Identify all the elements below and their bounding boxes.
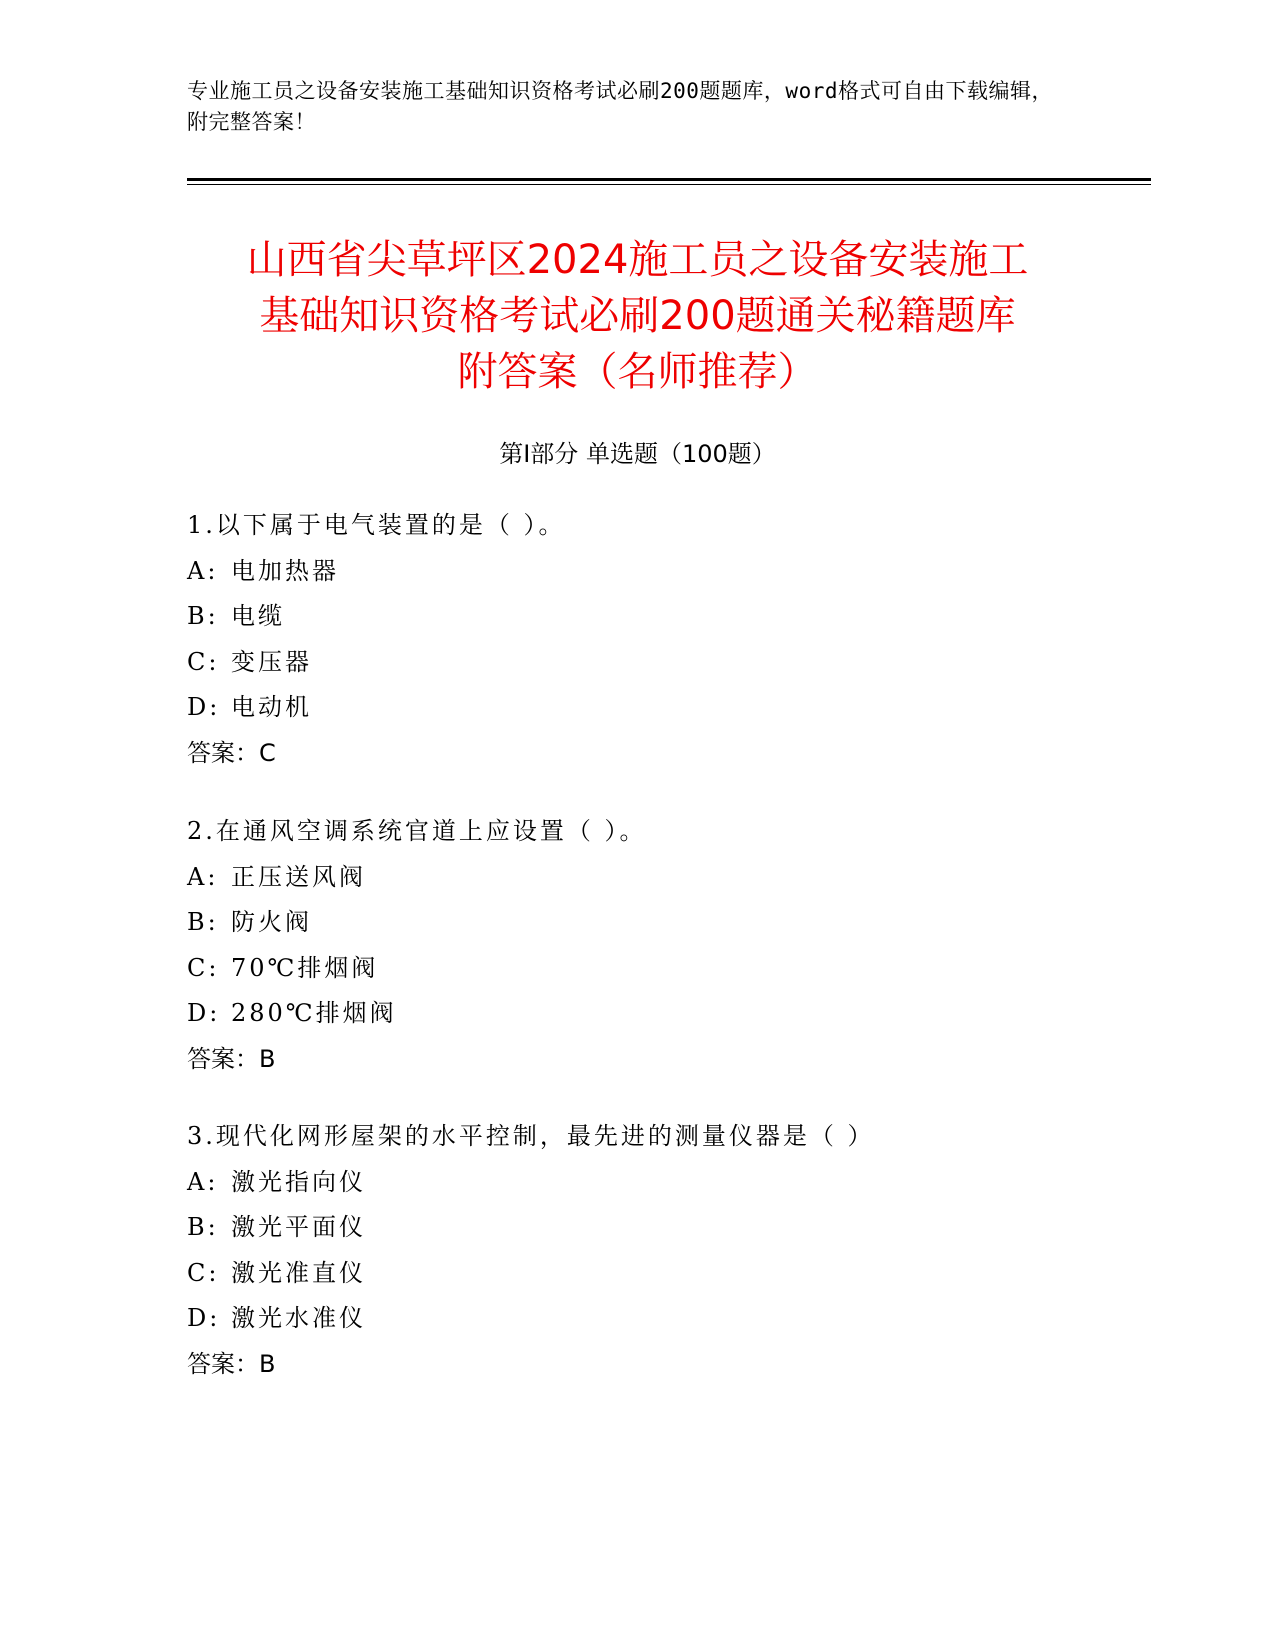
option-text: 激光水准仪 (231, 1304, 366, 1332)
answer-text: 答案：B (187, 1349, 276, 1378)
option-d (187, 991, 1117, 1037)
document-title (170, 232, 1105, 400)
title-line: 山西省尖草坪区2024施工员之设备安装施工 (246, 237, 1029, 283)
option-text: 电缆 (231, 602, 285, 630)
option-letter: D: (187, 999, 221, 1027)
option-letter: B: (187, 908, 219, 936)
header-note: 专业施工员之设备安装施工基础知识资格考试必刷200题题库，word格式可自由下载编辑，附完整答案！ (187, 79, 1053, 134)
question-1 (187, 503, 1117, 776)
section-heading: 第Ⅰ部分 单选题（100题） (499, 440, 776, 468)
option-text: 激光指向仪 (231, 1167, 366, 1196)
option-text: 激光准直仪 (231, 1258, 366, 1287)
option-text: 电动机 (231, 693, 312, 721)
option-b (187, 900, 1117, 946)
option-letter: C: (187, 953, 220, 982)
option-text: 防火阀 (231, 908, 312, 936)
option-text: 280℃排烟阀 (231, 999, 397, 1027)
option-c (187, 1251, 1117, 1297)
option-c (187, 640, 1117, 686)
option-text: 电加热器 (231, 556, 339, 585)
option-letter: A: (187, 862, 219, 891)
option-letter: D: (187, 693, 221, 721)
option-b (187, 594, 1117, 640)
option-letter: C: (187, 647, 220, 676)
header-rule-thin (187, 184, 1151, 185)
header-rule-thick (187, 178, 1151, 181)
option-a (187, 855, 1117, 901)
answer-text: 答案：C (187, 738, 276, 767)
option-letter: A: (187, 1167, 219, 1196)
option-b (187, 1205, 1117, 1251)
question-3 (187, 1114, 1117, 1387)
option-letter: B: (187, 602, 219, 630)
title-line: 基础知识资格考试必刷200题通关秘籍题库 (259, 293, 1016, 339)
option-letter: B: (187, 1213, 219, 1241)
question-stem: 3.现代化网形屋架的水平控制，最先进的测量仪器是（ ） (187, 1122, 875, 1150)
question-stem: 2.在通风空调系统官道上应设置（ ）。 (187, 817, 647, 845)
option-text: 变压器 (231, 647, 312, 676)
option-d (187, 1296, 1117, 1342)
option-text: 70℃排烟阀 (231, 953, 379, 982)
option-text: 激光平面仪 (231, 1213, 366, 1241)
question-2 (187, 809, 1117, 1082)
option-c (187, 946, 1117, 992)
option-letter: C: (187, 1258, 220, 1287)
title-line: 附答案（名师推荐） (457, 349, 818, 395)
option-d (187, 685, 1117, 731)
answer-text: 答案：B (187, 1044, 276, 1073)
question-stem: 1.以下属于电气装置的是（ ）。 (187, 511, 566, 539)
option-text: 正压送风阀 (231, 862, 366, 891)
option-letter: D: (187, 1304, 221, 1332)
option-a (187, 549, 1117, 595)
option-a (187, 1160, 1117, 1206)
option-letter: A: (187, 556, 219, 585)
